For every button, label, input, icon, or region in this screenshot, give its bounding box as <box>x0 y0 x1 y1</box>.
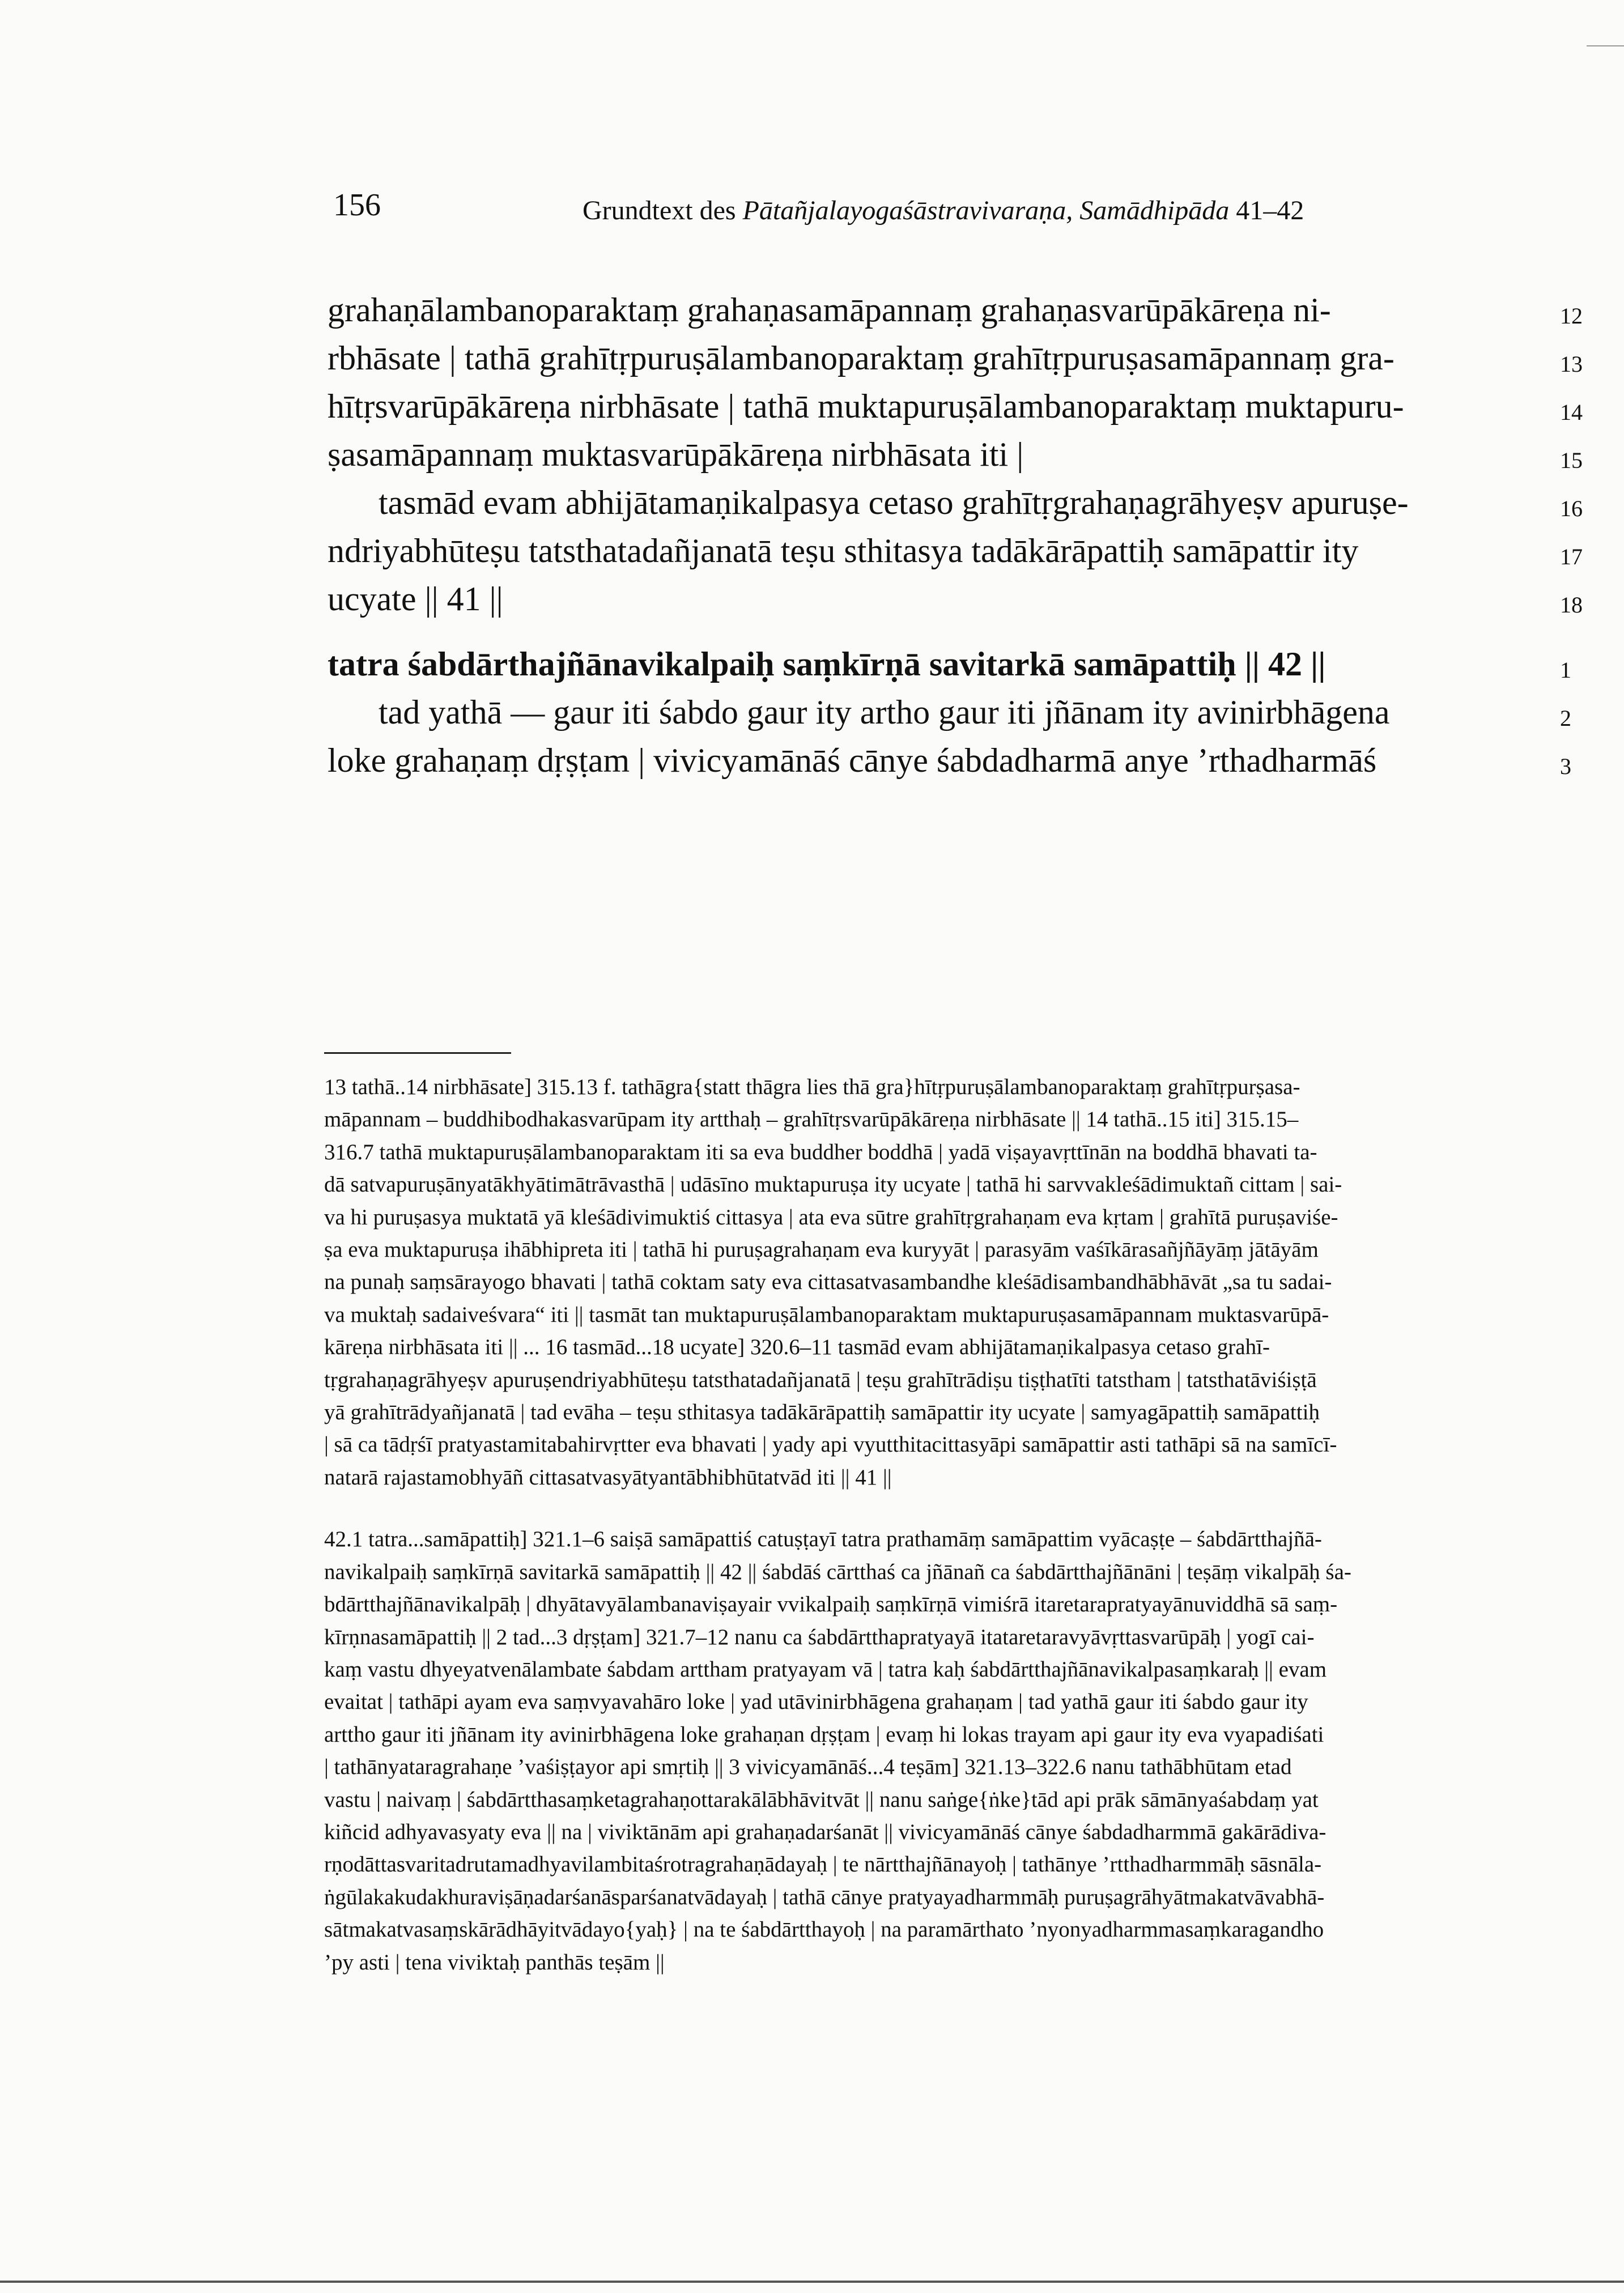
footnote-line: natarā rajastamobhyāñ cittasatvasyātyantābhibhūtatvād iti || 41 || <box>324 1465 892 1490</box>
margin-mark <box>1587 45 1624 46</box>
footnote-line: va muktaḥ sadaiveśvara“ iti || tasmāt tan muktapuruṣālambanoparaktam muktapuruṣasamāpannam muktasvarūpā- <box>324 1302 1329 1327</box>
page-number: 156 <box>333 188 381 223</box>
line-text: tad yathā — gaur iti śabdo gaur ity artho gaur iti jñānam ity avinirbhāgena <box>328 694 1390 731</box>
line-number: 2 <box>1560 705 1571 731</box>
footnote-line: ’py asti | tena viviktaḥ panthās teṣām || <box>324 1950 665 1975</box>
line-text: rbhāsate | tathā grahītṛpuruṣālambanoparaktaṃ grahītṛpuruṣasamāpannaṃ gra- <box>328 339 1395 377</box>
line-text: ndriyabhūteṣu tatsthatadañjanatā teṣu sthitasya tadākārāpattiḥ samāpattir ity <box>328 532 1359 569</box>
footnote-line: navikalpaiḥ saṃkīrṇā savitarkā samāpattiḥ || 42 || śabdāś cārtthaś ca jñānañ ca śabdārtthajñānāni | teṣāṃ vikalpāḥ śa- <box>324 1559 1351 1584</box>
text-line <box>328 431 1583 479</box>
text-line <box>328 479 1583 527</box>
bottom-edge <box>0 2281 1624 2283</box>
line-number: 18 <box>1560 592 1583 618</box>
line-number: 13 <box>1560 351 1583 377</box>
line-number: 12 <box>1560 303 1583 329</box>
footnote-line: bdārtthajñānavikalpāḥ | dhyātavyālambanaviṣayair vvikalpaiḥ saṃkīrṇā vimiśrā itaretarapratyayānuviddhā sā saṃ- <box>324 1592 1338 1617</box>
line-text: ṣasamāpannaṃ muktasvarūpākāreṇa nirbhāsata iti | <box>328 436 1024 473</box>
line-number: 1 <box>1560 657 1571 683</box>
footnote-line: va hi puruṣasya muktatā yā kleśādivimuktiś cittasya | ata eva sūtre grahītṛgrahaṇam eva kṛtam | grahītā puruṣaviśe- <box>324 1205 1338 1230</box>
line-text: grahaṇālambanoparaktaṃ grahaṇasamāpannaṃ grahaṇasvarūpākāreṇa ni- <box>328 291 1331 329</box>
text-line <box>328 286 1583 334</box>
main-text <box>328 286 1583 785</box>
text-line <box>328 688 1571 737</box>
line-text: loke grahaṇaṃ dṛṣṭam | vivicyamānāś cānye śabdadharmā anye ’rthadharmāś <box>328 742 1377 779</box>
footnote-line: arttho gaur iti jñānam ity avinirbhāgena loke grahaṇan dṛṣṭam | evaṃ hi lokas trayam api gaur ity eva vyapadiśati <box>324 1722 1324 1747</box>
footnote-line: ṣa eva muktapuruṣa ihābhipreta iti | tathā hi puruṣagrahaṇam eva kuryyāt | parasyām vaśīkārasañjñāyāṃ jātāyām <box>324 1237 1319 1262</box>
footnote-line: | sā ca tādṛśī pratyastamitabahirvṛtter eva bhavati | yady api vyutthitacittasyāpi samāpattir asti tathāpi sā na samīcī- <box>324 1432 1337 1457</box>
text-line <box>328 737 1571 785</box>
line-text: ucyate || 41 || <box>328 580 503 618</box>
footnote-line: 42.1 tatra...samāpattiḥ] 321.1–6 saiṣā samāpattiś catuṣṭayī tatra prathamāṃ samāpattim vyācaṣṭe – śabdārtthajñā- <box>324 1527 1322 1552</box>
line-number: 14 <box>1560 399 1583 425</box>
line-number: 3 <box>1560 754 1571 779</box>
footnote-line: na punaḥ saṃsārayogo bhavati | tathā coktam saty eva cittasatvasambandhe kleśādisambandhābhāvāt „sa tu sadai- <box>324 1270 1332 1295</box>
footnote-line: ṅgūlakakudakhuraviṣāṇadarśanāsparśanatvādayaḥ | tathā cānye pratyayadharmmāḥ puruṣagrāhyātmakatvāvabhā- <box>324 1884 1325 1909</box>
text-line <box>328 575 1583 623</box>
running-head-title: Pātañjalayogaśāstravivaraṇa, Samādhipāda <box>742 195 1230 226</box>
line-number: 16 <box>1560 496 1583 521</box>
footnote-line: sātmakatvasaṃskārādhāyitvādayo{yaḥ} | na te śabdārtthayoḥ | na paramārthato ’nyonyadharmmasaṃkaragandho <box>324 1917 1324 1942</box>
line-text: tatra śabdārthajñānavikalpaiḥ saṃkīrṇā savitarkā samāpattiḥ || 42 || <box>328 645 1326 683</box>
footnote-block <box>324 1071 1520 1494</box>
running-head <box>583 195 1304 226</box>
footnote-line: vastu | naivaṃ | śabdārtthasaṃketagrahaṇottarakālābhāvitvāt || nanu saṅge{ṅke}tād api prāk sāmānyaśabdaṃ yat <box>324 1787 1319 1812</box>
footnote-line: kaṃ vastu dhyeyatvenālambate śabdam arttham pratyayam vā | tatra kaḥ śabdārtthajñānavikalpasaṃkaraḥ || evam <box>324 1657 1327 1682</box>
footnote-block <box>324 1523 1520 1979</box>
text-line <box>328 527 1583 575</box>
line-number: 15 <box>1560 448 1583 473</box>
footnote-line: kāreṇa nirbhāsata iti || ... 16 tasmād...18 ucyate] 320.6–11 tasmād evam abhijātamaṇikalpasya cetaso grahī- <box>324 1335 1270 1360</box>
footnote-line: 316.7 tathā muktapuruṣālambanoparaktam iti sa eva buddher boddhā | yadā viṣayavṛttīnān na boddhā bhavati ta- <box>324 1139 1317 1164</box>
footnote-line: kīrṇnasamāpattiḥ || 2 tad...3 dṛṣṭam] 321.7–12 nanu ca śabdārtthapratyayā itataretaravyāvṛttasvarūpāḥ | yogī cai- <box>324 1624 1315 1649</box>
footnote-line: kiñcid adhyavasyaty eva || na | viviktānām api grahaṇadarśanāt || vivicyamānāś cānye śabdadharmmā gakārādiva- <box>324 1819 1327 1844</box>
page-header <box>0 187 1624 232</box>
footnote-line: māpannam – buddhibodhakasvarūpam ity artthaḥ – grahītṛsvarūpākāreṇa nirbhāsate || 14 tathā..15 iti] 315.15– <box>324 1107 1299 1132</box>
footnote-line: yā grahītrādyañjanatā | tad evāha – teṣu sthitasya tadākārāpattiḥ samāpattir ity ucyate | samyagāpattiḥ samāpattiḥ <box>324 1400 1320 1425</box>
text-line <box>328 334 1583 382</box>
text-line <box>328 382 1583 431</box>
footnote-line: | tathānyataragrahaṇe ’vaśiṣṭayor api smṛtiḥ || 3 vivicyamānāś...4 teṣām] 321.13–322.6 nanu tathābhūtam etad <box>324 1755 1292 1780</box>
footnotes <box>324 1071 1520 1979</box>
line-text: tasmād evam abhijātamaṇikalpasya cetaso grahītṛgrahaṇagrāhyeṣv apuruṣe- <box>328 484 1409 521</box>
line-number: 17 <box>1560 544 1583 569</box>
footnote-line: dā satvapuruṣānyatākhyātimātrāvasthā | udāsīno muktapuruṣa ity ucyate | tathā hi sarvvakleśādimuktañ cittam | sai- <box>324 1172 1342 1197</box>
running-head-prefix: Grundtext des <box>583 195 743 226</box>
running-head-suffix: 41–42 <box>1229 195 1304 226</box>
line-text: hītṛsvarūpākāreṇa nirbhāsate | tathā muktapuruṣālambanoparaktaṃ muktapuru- <box>328 388 1404 425</box>
text-line <box>328 640 1571 688</box>
footnote-line: evaitat | tathāpi ayam eva saṃvyavahāro loke | yad utāvinirbhāgena grahaṇam | tad yathā gaur iti śabdo gaur ity <box>324 1690 1308 1715</box>
footnote-line: 13 tathā..14 nirbhāsate] 315.13 f. tathāgra{statt thāgra lies thā gra}hītṛpuruṣālambanoparaktaṃ grahītṛpurṣasa- <box>324 1075 1300 1099</box>
footnote-line: tṛgrahaṇagrāhyeṣv apuruṣendriyabhūteṣu tatsthatadañjanatā | teṣu grahītrādiṣu tiṣṭhatīti tatstham | tatsthatāviśiṣṭā <box>324 1367 1317 1392</box>
footnote-rule <box>324 1052 511 1054</box>
footnote-line: rṇodāttasvaritadrutamadhyavilambitaśrotragrahaṇādayaḥ | te nārtthajñānayoḥ | tathānye ’rtthadharmmāḥ sāsnāla- <box>324 1852 1322 1877</box>
